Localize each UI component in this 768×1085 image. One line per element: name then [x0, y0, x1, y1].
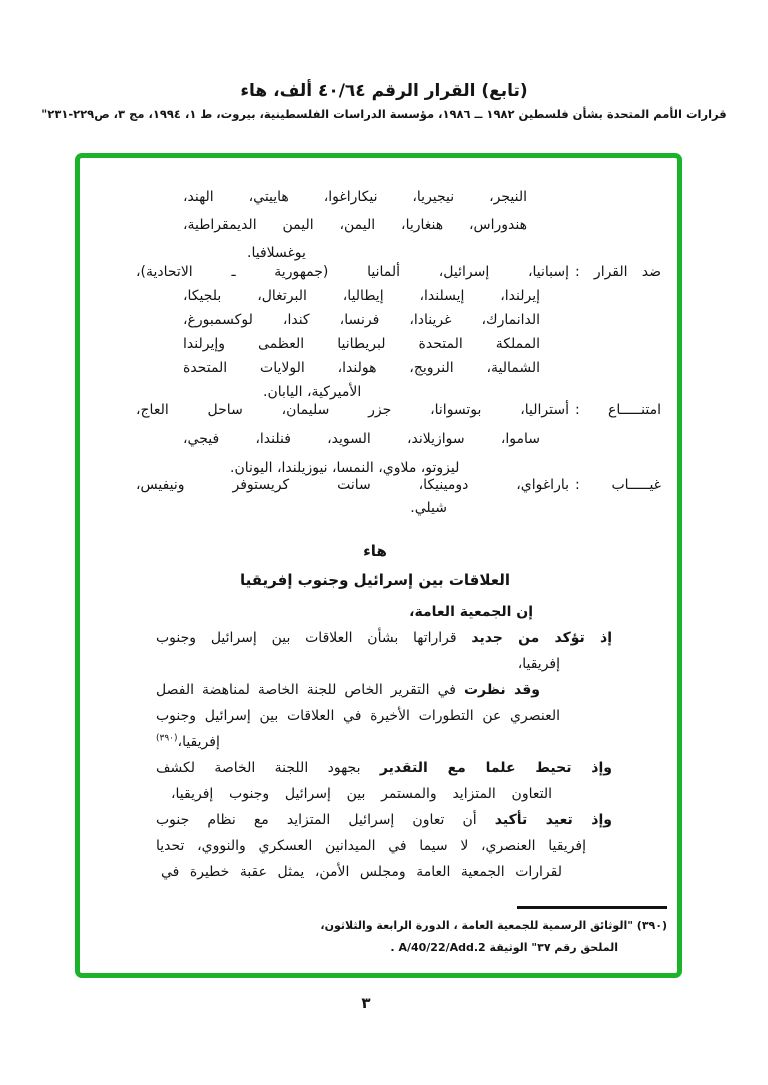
resolution-line: إفريقيا،	[517, 656, 560, 672]
vote-list-line: إسبانيا، إسرائيل، ألمانيا (جمهورية ـ الاتحادية)،	[136, 264, 569, 280]
resolution-body	[156, 599, 612, 885]
vote-list-line: الأميركية، اليابان.	[263, 384, 362, 400]
vote-list-line: الشمالية، النرويج، هولندا، الولايات المتحدة	[183, 360, 540, 376]
vote-list-line: إيرلندا، إيسلندا، إيطاليا، البرتغال، بلجيكا،	[183, 288, 540, 304]
vote-absent-block	[136, 474, 661, 520]
clause-lead: إذ تؤكد من جديد	[471, 630, 612, 646]
vote-list-line: يوغسلافيا.	[247, 245, 306, 261]
resolution-line: لقرارات الجمعية العامة ومجلس الأمن، يمثل عقبة خطيرة في	[161, 864, 562, 880]
clause-text: قراراتها بشأن العلاقات بين إسرائيل وجنوب	[156, 630, 472, 646]
clause-lead: وقد نظرت	[463, 682, 540, 698]
vote-list-line: ليزوتو، ملاوي، النمسا، نيوزيلندا، اليونان.	[230, 460, 460, 476]
vote-abstain-block	[136, 396, 661, 483]
resolution-line	[156, 729, 612, 755]
clause-lead: وإذ تحيط علما مع التقدير	[379, 760, 612, 776]
source-citation: قرارات الأمم المتحدة بشأن فلسطين ١٩٨٢ ــ ١٩٨٦، مؤسسة الدراسات الفلسطينية، بيروت، ط ١، ١٩٩٤، مج ٣، ص٢٢٩-٢٣١"	[41, 107, 727, 121]
footnote	[320, 906, 667, 959]
vote-list-line: النيجر، نيجيريا، نيكاراغوا، هاييتي، الهند،	[183, 189, 527, 205]
footnote-line: (٣٩٠) "الوثائق الرسمية للجمعية العامة ، الدورة الرابعة والثلاثون،	[320, 919, 667, 932]
vote-against-block	[136, 260, 661, 404]
vote-list-line: شيلي.	[410, 500, 447, 516]
resolution-line	[156, 807, 612, 833]
clause-text: بجهود اللجنة الخاصة لكشف	[156, 760, 380, 776]
vote-against-row	[136, 260, 661, 284]
vote-abstain-row	[136, 396, 661, 425]
clause-text: إفريقيا،	[177, 734, 220, 750]
footnote-reference: (٣٩٠)	[156, 733, 178, 744]
vote-list-line: هندوراس، هنغاريا، اليمن، اليمن الديمقراطية،	[183, 217, 527, 233]
resolution-line	[156, 755, 612, 781]
footnote-rule	[517, 906, 667, 909]
resolution-line: العنصري عن التطورات الأخيرة في العلاقات بين إسرائيل وجنوب	[156, 708, 560, 724]
vote-list-line: المملكة المتحدة لبريطانيا العظمى وإيرلندا	[183, 336, 540, 352]
resolution-line	[156, 677, 540, 703]
document-title: (تابع) القرار الرقم ٤٠/٦٤ ألف، هاء	[240, 81, 528, 101]
vote-abstain-label: امتنـــــاع :	[575, 402, 661, 418]
resolution-line	[156, 625, 612, 651]
vote-infavour-continuation	[183, 183, 527, 267]
vote-list-line: ساموا، سوازيلاند، السويد، فنلندا، فيجي،	[183, 431, 540, 447]
clause-lead: وإذ تعيد تأكيد	[494, 812, 612, 828]
resolution-line: التعاون المتزايد والمستمر بين إسرائيل وجنوب إفريقيا،	[171, 786, 552, 802]
vote-against-label: ضد القرار :	[575, 264, 661, 280]
vote-list-line: أستراليا، بوتسوانا، جزر سليمان، ساحل العاج،	[136, 402, 569, 418]
resolution-line: إفريقيا العنصري، لا سيما في الميدانين العسكري والنووي، تحديا	[156, 838, 586, 854]
clause-text: أن تعاون إسرائيل المتزايد مع نظام جنوب	[156, 812, 495, 828]
clause-text: في التقرير الخاص للجنة الخاصة لمناهضة الفصل	[156, 682, 464, 698]
vote-absent-label: غيـــــاب :	[575, 477, 661, 493]
footnote-line: الملحق رقم ٣٧" الوثيقة A/40/22/Add.2 .	[390, 941, 618, 954]
resolution-opener: إن الجمعية العامة،	[409, 604, 533, 620]
section-letter: هاء	[363, 542, 387, 560]
vote-list-line: الدانمارك، غرينادا، فرنسا، كندا، لوكسمبورغ،	[183, 312, 540, 328]
vote-list-line: باراغواي، دومينيكا، سانت كريستوفر ونيفيس،	[136, 477, 569, 493]
page-number: ٣	[361, 994, 371, 1012]
vote-absent-row	[136, 474, 661, 497]
section-title: العلاقات بين إسرائيل وجنوب إفريقيا	[239, 571, 511, 589]
